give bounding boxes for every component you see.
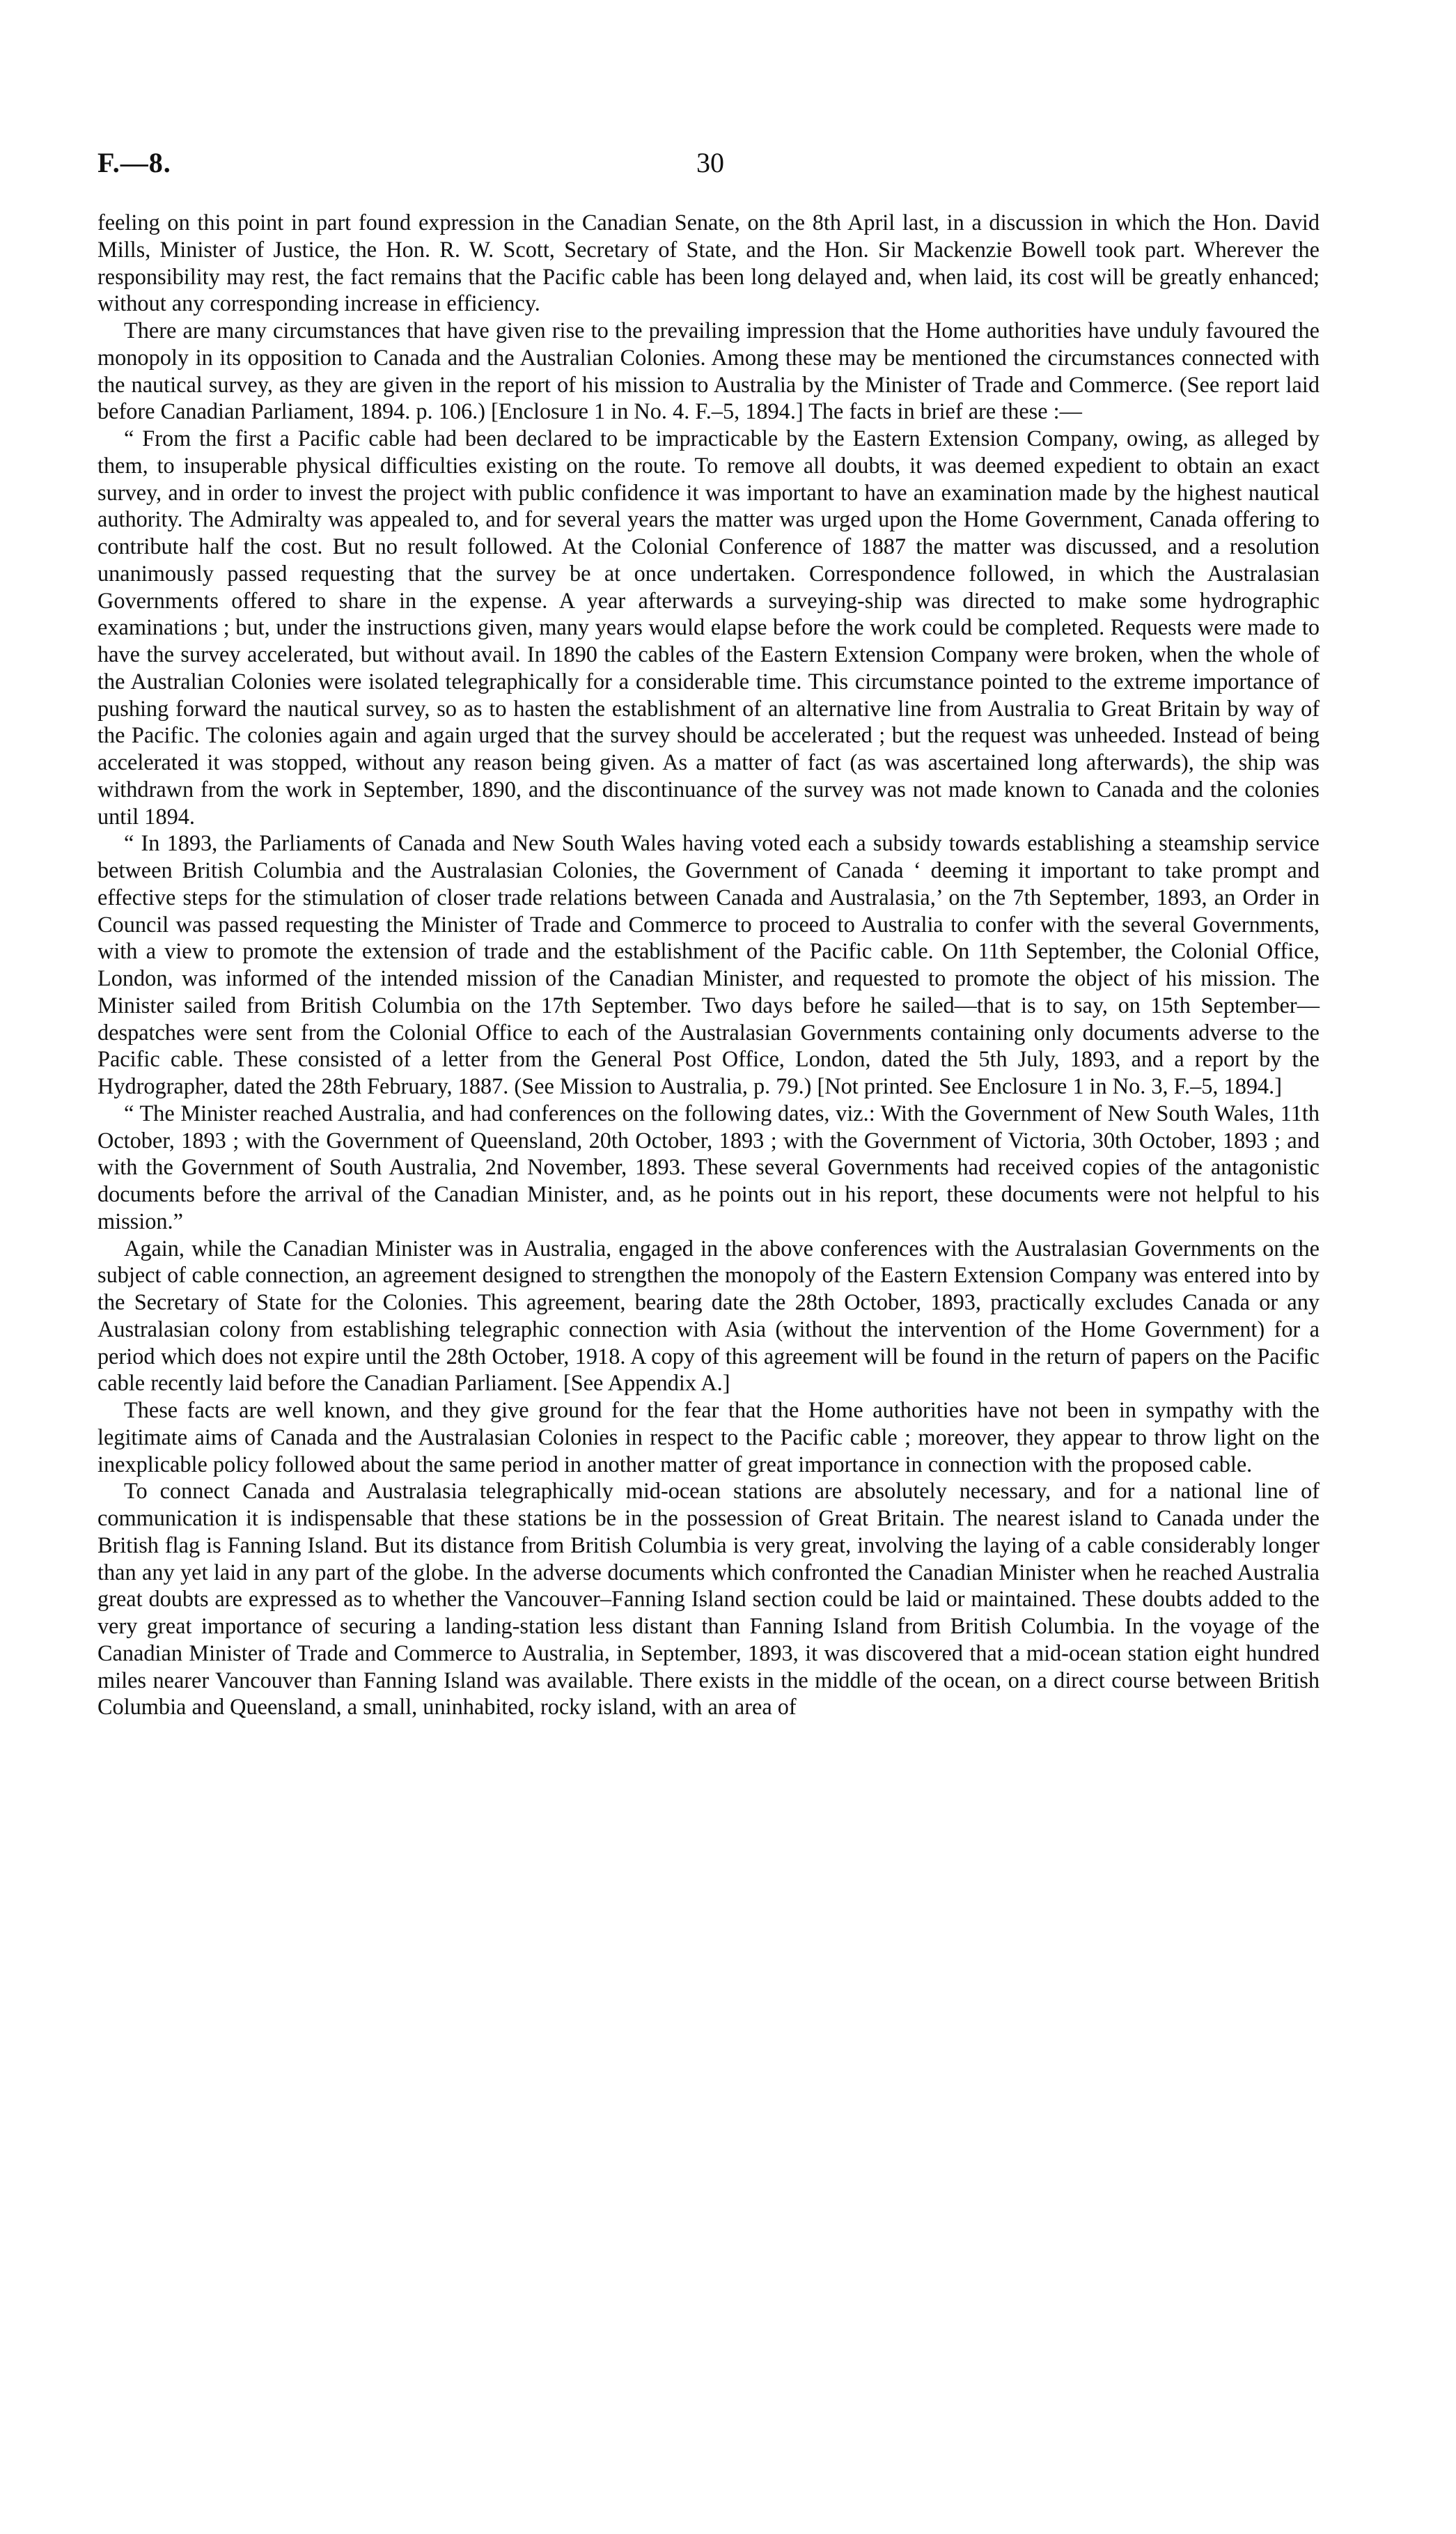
page-number: 30 [696,147,724,178]
paragraph-continuation: feeling on this point in part found expression in the Canadian Senate, on the 8th April last, in a discussion in which the Hon. David Mills, Minister of Justice, the Hon. R. W. Scott, Secretary of State, and the Hon. Sir Mackenzie Bowell took part. Wherever the responsibility may rest, the fact remains that the Pacific cable has been long delayed and, when laid, its cost will be greatly enhanced; without any corresponding increase in efficiency. [97,210,1320,316]
paragraph-quote-survey: “ From the first a Pacific cable had been declared to be impracticable by the Eastern Extension Company, owing, as alleged by them, to insuperable physical difficulties existing on the route. To remove all doubts, it was deemed expedient to obtain an exact survey, and in order to invest the project with public confidence it was important to have an examination made by the highest nautical authority. The Admiralty was appealed to, and for several years the matter was urged upon the Home Government, Canada offering to contribute half the cost. But no result followed. At the Colonial Conference of 1887 the matter was discussed, and a resolution unanimously passed requesting that the survey be at once undertaken. Correspondence followed, in which the Australasian Governments offered to share in the expense. A year afterwards a surveying-ship was directed to make some hydrographic examinations ; but, under the instructions given, many years would elapse before the work could be completed. Requests were made to have the survey accelerated, but without avail. In 1890 the cables of the Eastern Extension Company were broken, when the whole of the Australian Colonies were isolated telegraphically for a considerable time. This circumstance pointed to the extreme importance of pushing forward the nautical survey, so as to hasten the establishment of an alternative line from Australia to Great Britain by way of the Pacific. The colonies again and again urged that the survey should be accelerated ; but the request was unheeded. Instead of being accelerated it was stopped, without any reason being given. As a matter of fact (as was ascertained long afterwards), the ship was withdrawn from the work in September, 1890, and the discontinuance of the survey was not made known to Canada and the colonies until 1894. [97,426,1320,829]
paragraph-quote-conferences: “ The Minister reached Australia, and had conferences on the following dates, viz.: With the Government of New South Wales, 11th October, 1893 ; with the Government of Queensland, 20th October, 1893 ; with the Government of Victoria, 30th October, 1893 ; and with the Government of South Australia, 2nd November, 1893. These several Governments had received copies of the antagonistic documents before the arrival of the Canadian Minister, and, as he points out in his report, these documents were not helpful to his mission.” [97,1100,1320,1234]
paragraph-facts: These facts are well known, and they give ground for the fear that the Home authorities have not been in sympathy with the legitimate aims of Canada and the Australasian Colonies in respect to the Pacific cable ; moreover, they appear to throw light on the inexplicable policy followed about the same period in another matter of great importance in connection with the proposed cable. [97,1397,1320,1477]
paragraph-mid-ocean-stations: To connect Canada and Australasia telegraphically mid-ocean stations are absolutely necessary, and for a national line of communication it is indispensable that these stations be in the possession of Great Britain. The nearest island to Canada under the British flag is Fanning Island. But its distance from British Columbia is very great, involving the laying of a cable considerably longer than any yet laid in any part of the globe. In the adverse documents which confronted the Canadian Minister when he reached Australia great doubts are expressed as to whether the Vancouver–Fanning Island section could be laid or maintained. These doubts added to the very great importance of securing a landing-station less distant than Fanning Island from British Columbia. In the voyage of the Canadian Minister of Trade and Commerce to Australia, in September, 1893, it was discovered that a mid-ocean station eight hundred miles nearer Vancouver than Fanning Island was available. There exists in the middle of the ocean, on a direct course between British Columbia and Queensland, a small, uninhabited, rocky island, with an area of [97,1478,1320,1720]
paragraph-circumstances: There are many circumstances that have given rise to the prevailing impression that the Home authorities have unduly favoured the monopoly in its opposition to Canada and the Australian Colonies. Among these may be mentioned the circumstances connected with the nautical survey, as they are given in the report of his mission to Australia by the Minister of Trade and Commerce. (See report laid before Canadian Parliament, 1894. p. 106.) [Enclosure 1 in No. 4. F.–5, 1894.] The facts in brief are these :— [97,318,1320,424]
document-reference: F.—8. [97,147,171,178]
body-text [97,209,1320,1720]
running-head [97,146,1320,188]
paragraph-quote-mission: “ In 1893, the Parliaments of Canada and New South Wales having voted each a subsidy towards establishing a steamship service between British Columbia and the Australasian Colonies, the Government of Canada ‘ deeming it important to take prompt and effective steps for the stimulation of closer trade relations between Canada and Australasia,’ on the 7th September, 1893, an Order in Council was passed requesting the Minister of Trade and Commerce to proceed to Australia to confer with the several Governments, with a view to promote the extension of trade and the establishment of the Pacific cable. On 11th September, the Colonial Office, London, was informed of the intended mission of the Canadian Minister, and requested to promote the object of his mission. The Minister sailed from British Columbia on the 17th September. Two days before he sailed—that is to say, on 15th September—despatches were sent from the Colonial Office to each of the Australasian Governments containing only documents adverse to the Pacific cable. These consisted of a letter from the General Post Office, London, dated the 5th July, 1893, and a report by the Hydrographer, dated the 28th February, 1887. (See Mission to Australia, p. 79.) [Not printed. See Enclosure 1 in No. 3, F.–5, 1894.] [97,830,1320,1098]
paragraph-agreement: Again, while the Canadian Minister was in Australia, engaged in the above conferences with the Australasian Governments on the subject of cable connection, an agreement designed to strengthen the monopoly of the Eastern Extension Company was entered into by the Secretary of State for the Colonies. This agreement, bearing date the 28th October, 1893, practically excludes Canada or any Australasian colony from establishing telegraphic connection with Asia (without the intervention of the Home Government) for a period which does not expire until the 28th October, 1918. A copy of this agreement will be found in the return of papers on the Pacific cable recently laid before the Canadian Parliament. [See Appendix A.] [97,1235,1320,1396]
